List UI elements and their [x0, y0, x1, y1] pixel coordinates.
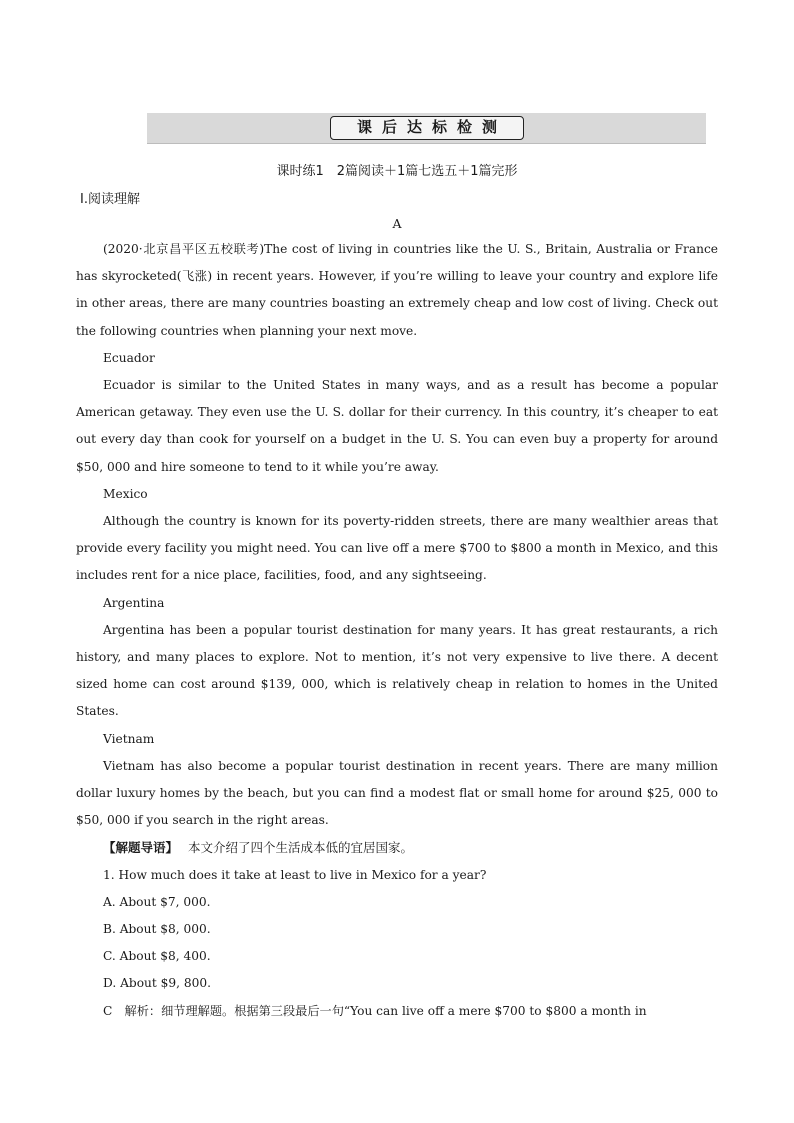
question-stem: 1. How much does it take at least to live in Mexico for a year?	[103, 867, 487, 882]
reading-guide	[76, 834, 718, 861]
section-heading-ecuador: Ecuador	[103, 350, 155, 365]
lesson-subtitle: 课时练1 2篇阅读＋1篇七选五＋1篇完形	[276, 164, 518, 179]
option-b: B. About $8, 000.	[103, 922, 211, 937]
section-body-ecuador: Ecuador is similar to the United States in many ways, and as a result has become a popular American getaway. They even use the U. S. dollar for their currency. In this country, it’s cheaper to eat out every day than cook for yourself on a budget in the U. S. You can even buy a property for around $50, 000 and hire someone to tend to it while you’re away.	[76, 378, 718, 474]
passage-text	[76, 236, 718, 1025]
section-body-mexico: Although the country is known for its poverty-ridden streets, there are many wealthier areas that provide every facility you might need. You can live off a mere $700 to $800 a month in Mexico, and this includes rent for a nice place, facilities, food, and any sightseeing.	[76, 514, 718, 583]
section-body-vietnam: Vietnam has also become a popular tourist destination in recent years. There are many million dollar luxury homes by the beach, but you can find a modest flat or small home for around $25, 000 to $50, 000 if you search in the right areas.	[76, 758, 718, 828]
guide-label: 【解题导语】	[103, 840, 179, 856]
answer-analysis: C 解析：细节理解题。根据第三段最后一句“You can live off a mere $700 to $800 a month in	[103, 1003, 647, 1018]
section-body-argentina: Argentina has been a popular tourist destination for many years. It has great restaurants, a rich history, and many places to explore. Not to mention, it’s not very expensive to live there. A decent sized home can cost around $139, 000, which is relatively cheap in relation to homes in the United States.	[76, 622, 718, 719]
section-heading-argentina: Argentina	[103, 595, 165, 610]
passage-letter: A	[392, 216, 402, 231]
option-d: D. About $9, 800.	[103, 976, 212, 991]
section-heading-mexico: Mexico	[103, 486, 148, 501]
guide-text: 本文介绍了四个生活成本低的宜居国家。	[188, 840, 414, 856]
passage-intro: (2020·北京昌平区五校联考)The cost of living in countries like the U. S., Britain, Australia or France has skyrocketed(飞涨) in recent years. However, if you’re willing to leave your country and explore life in other areas, there are many countries boasting an extremely cheap and low cost of living. Check out the following countries when planning your next move.	[76, 242, 718, 338]
banner-title: 课后达标检测	[330, 116, 524, 140]
section-title: Ⅰ.阅读理解	[80, 192, 140, 207]
option-a: A. About $7, 000.	[103, 894, 211, 909]
option-c: C. About $8, 400.	[103, 949, 211, 964]
section-heading-vietnam: Vietnam	[103, 731, 155, 746]
